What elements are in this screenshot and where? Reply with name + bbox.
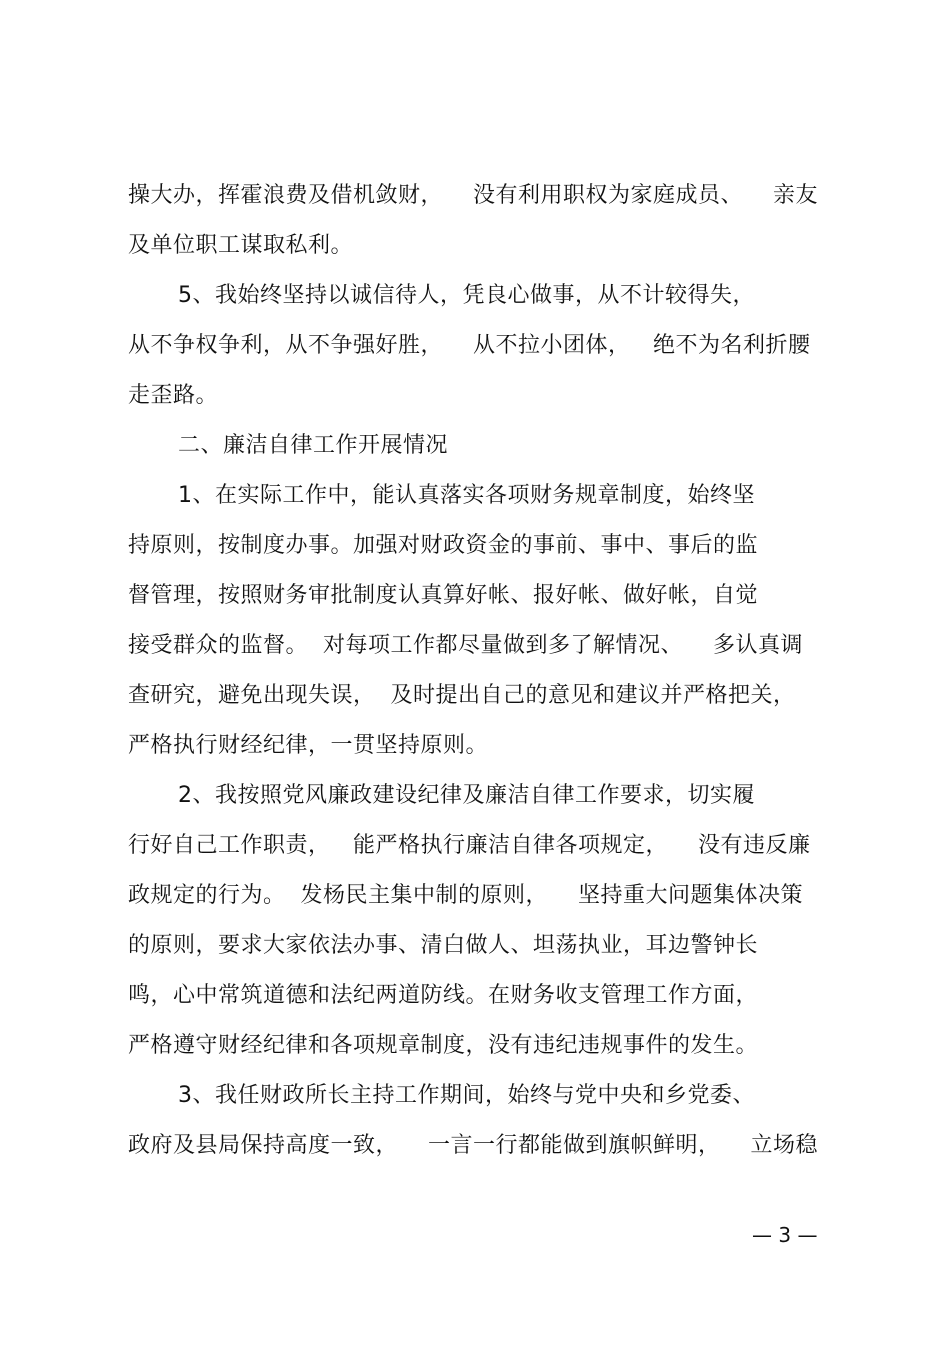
text-line: 走歪路。 bbox=[128, 383, 219, 408]
text-line: 督管理，按照财务审批制度认真算好帐、报好帐、做好帐，自觉 bbox=[128, 583, 759, 608]
paragraph-start-line: 1、在实际工作中，能认真落实各项财务规章制度，始终坚 bbox=[178, 483, 755, 508]
paragraph-start-line: 3、我任财政所长主持工作期间，始终与党中央和乡党委、 bbox=[178, 1083, 755, 1108]
text-line: 鸣，心中常筑道德和法纪两道防线。在财务收支管理工作方面， bbox=[128, 983, 759, 1008]
text-line: 严格执行财经纪律，一贯坚持原则。 bbox=[128, 733, 489, 758]
section-heading: 二、廉洁自律工作开展情况 bbox=[178, 433, 449, 458]
text-line: 查研究，避免出现失误， 及时提出自己的意见和建议并严格把关， bbox=[128, 683, 796, 708]
paragraph-start-line: 2、我按照党风廉政建设纪律及廉洁自律工作要求，切实履 bbox=[178, 783, 755, 808]
text-line: 行好自己工作职责， 能严格执行廉洁自律各项规定， 没有违反廉 bbox=[128, 833, 811, 858]
paragraph-start-line: 5、我始终坚持以诚信待人，凭良心做事，从不计较得失， bbox=[178, 283, 755, 308]
text-line: 政府及县局保持高度一致， 一言一行都能做到旗帜鲜明， 立场稳 bbox=[128, 1133, 818, 1158]
text-line: 接受群众的监督。 对每项工作都尽量做到多了解情况、 多认真调 bbox=[128, 633, 803, 658]
page-number: — 3 — bbox=[752, 1223, 818, 1247]
text-line: 的原则，要求大家依法办事、清白做人、坦荡执业，耳边警钟长 bbox=[128, 933, 759, 958]
text-line: 及单位职工谋取私利。 bbox=[128, 233, 354, 258]
text-line: 从不争权争利，从不争强好胜， 从不拉小团体， 绝不为名利折腰 bbox=[128, 333, 811, 358]
text-line: 严格遵守财经纪律和各项规章制度，没有违纪违规事件的发生。 bbox=[128, 1033, 759, 1058]
text-line: 政规定的行为。 发杨民主集中制的原则， 坚持重大问题集体决策 bbox=[128, 883, 803, 908]
text-line: 操大办，挥霍浪费及借机敛财， 没有利用职权为家庭成员、 亲友 bbox=[128, 183, 818, 208]
text-line: 持原则，按制度办事。加强对财政资金的事前、事中、事后的监 bbox=[128, 533, 759, 558]
